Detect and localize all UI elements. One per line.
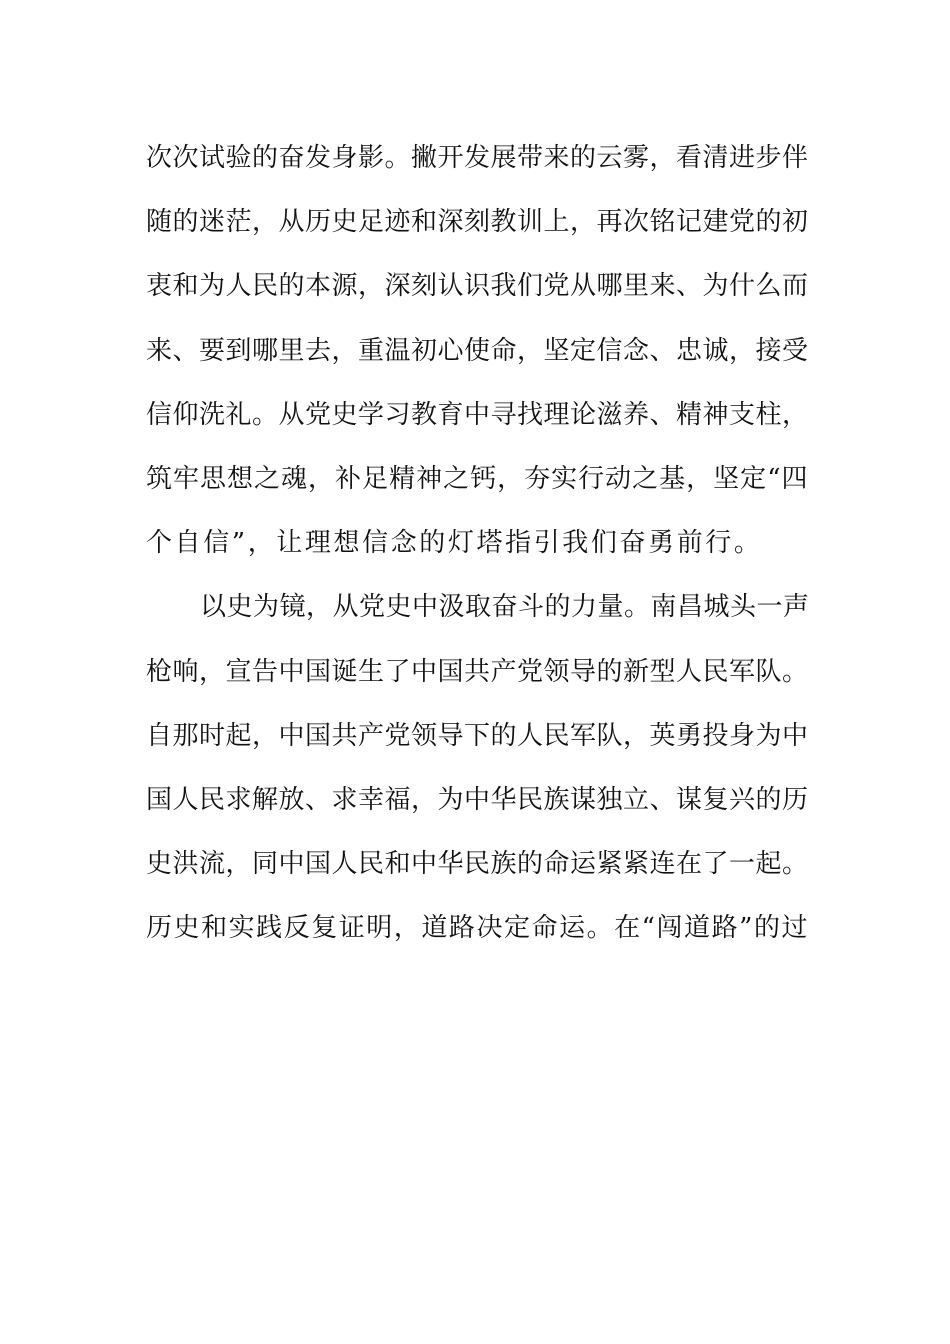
body-text [146,130,808,964]
text-line: 历史和实践反复证明，道路决定命运。在“闯道路”的过 [146,913,808,944]
text-line: 信仰洗礼。从党史学习教育中寻找理论滋养、精神支柱， [146,399,809,430]
text-line: 衷和为人民的本源，深刻认识我们党从哪里来、为什么而 [146,271,809,302]
text-line: 随的迷茫，从历史足迹和深刻教训上，再次铭记建党的初 [146,207,809,238]
text-line: 来、要到哪里去，重温初心使命，坚定信念、忠诚，接受 [146,335,809,366]
paragraph-start-line: 以史为镜，从党史中汲取奋斗的力量。南昌城头一声 [200,592,810,623]
text-line: 筑牢思想之魂，补足精神之钙，夯实行动之基，坚定“四 [146,463,808,494]
text-line: 枪响，宣告中国诞生了中国共产党领导的新型人民军队。 [146,656,809,687]
text-line: 次次试验的奋发身影。撇开发展带来的云雾，看清进步伴 [146,143,809,173]
text-line: 国人民求解放、求幸福，为中华民族谋独立、谋复兴的历 [146,784,809,815]
paragraph-end-line: 个自信”，让理想信念的灯塔指引我们奋勇前行。 [146,528,763,559]
text-line: 史洪流，同中国人民和中华民族的命运紧紧连在了一起。 [146,849,809,880]
text-line: 自那时起，中国共产党领导下的人民军队，英勇投身为中 [146,720,809,751]
